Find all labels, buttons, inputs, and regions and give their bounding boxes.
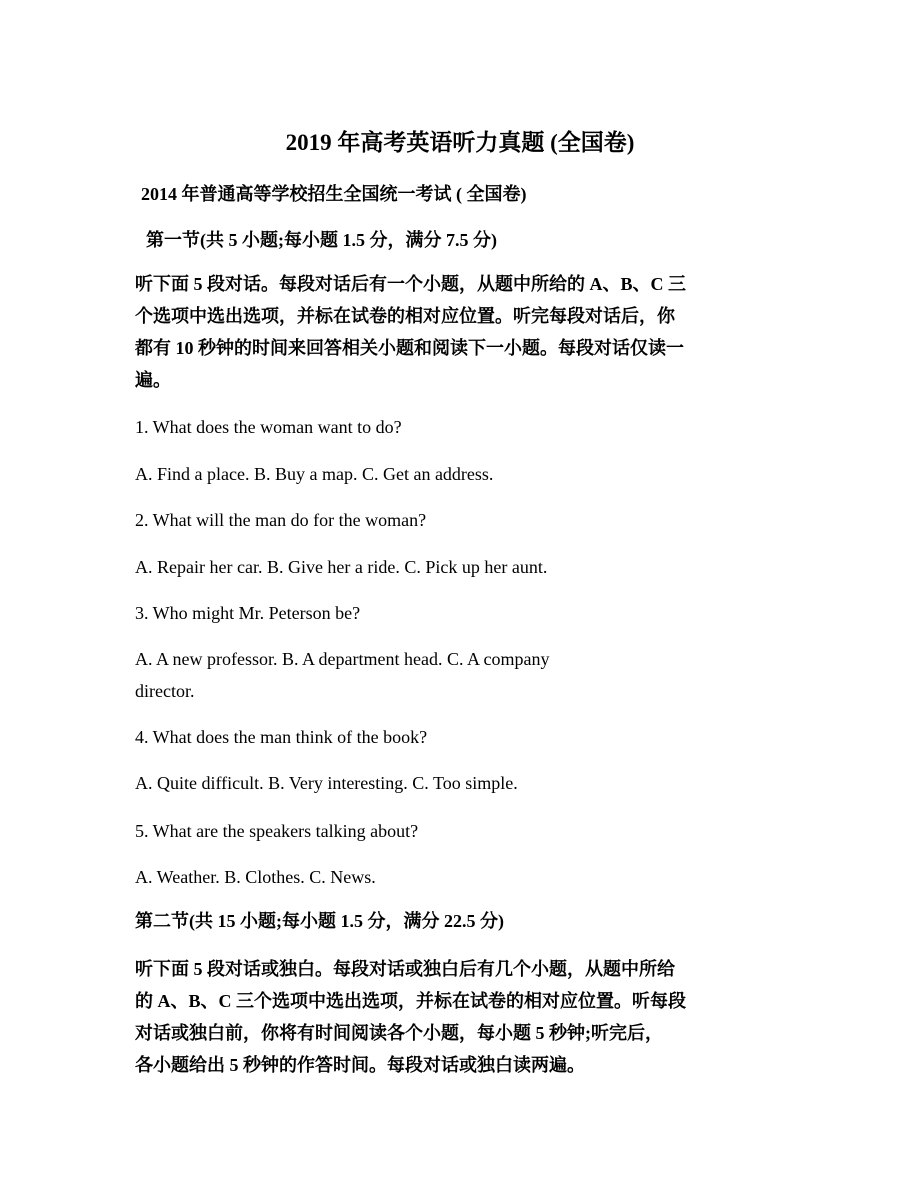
question-3: 3. Who might Mr. Peterson be?	[135, 603, 361, 623]
instruction-line: 遍。	[135, 370, 171, 390]
question-4: 4. What does the man think of the book?	[135, 727, 428, 747]
instruction-line: 听下面 5 段对话或独白。每段对话或独白后有几个小题，从题中所给	[135, 959, 675, 979]
section2-heading: 第二节(共 15 小题;每小题 1.5 分，满分 22.5 分)	[135, 911, 504, 931]
instruction-line: 各小题给出 5 秒钟的作答时间。每段对话或独白读两遍。	[135, 1055, 585, 1075]
question-3-options: A. A new professor. B. A department head. C. A company	[135, 649, 550, 669]
section2-instructions	[135, 953, 735, 1081]
section1-heading: 第一节(共 5 小题;每小题 1.5 分，满分 7.5 分)	[146, 230, 497, 250]
instruction-line: 对话或独白前，你将有时间阅读各个小题，每小题 5 秒钟;听完后，	[135, 1023, 663, 1043]
question-1-options: A. Find a place. B. Buy a map. C. Get an address.	[135, 464, 494, 484]
question-2-options: A. Repair her car. B. Give her a ride. C. Pick up her aunt.	[135, 557, 548, 577]
question-4-options: A. Quite difficult. B. Very interesting. C. Too simple.	[135, 773, 518, 793]
exam-subtitle: 2014 年普通高等学校招生全国统一考试 ( 全国卷)	[141, 184, 527, 204]
document-title: 2019 年高考英语听力真题 (全国卷)	[285, 130, 635, 155]
question-3-options-cont: director.	[135, 681, 195, 701]
section1-instructions	[135, 268, 745, 396]
instruction-line: 的 A、B、C 三个选项中选出选项，并标在试卷的相对应位置。听每段	[135, 991, 687, 1011]
instruction-line: 都有 10 秒钟的时间来回答相关小题和阅读下一小题。每段对话仅读一	[135, 338, 684, 358]
instruction-line: 听下面 5 段对话。每段对话后有一个小题，从题中所给的 A、B、C 三	[135, 274, 687, 294]
question-5: 5. What are the speakers talking about?	[135, 821, 419, 841]
instruction-line: 个选项中选出选项，并标在试卷的相对应位置。听完每段对话后，你	[135, 306, 675, 326]
question-2: 2. What will the man do for the woman?	[135, 510, 427, 530]
question-1: 1. What does the woman want to do?	[135, 417, 402, 437]
question-5-options: A. Weather. B. Clothes. C. News.	[135, 867, 376, 887]
